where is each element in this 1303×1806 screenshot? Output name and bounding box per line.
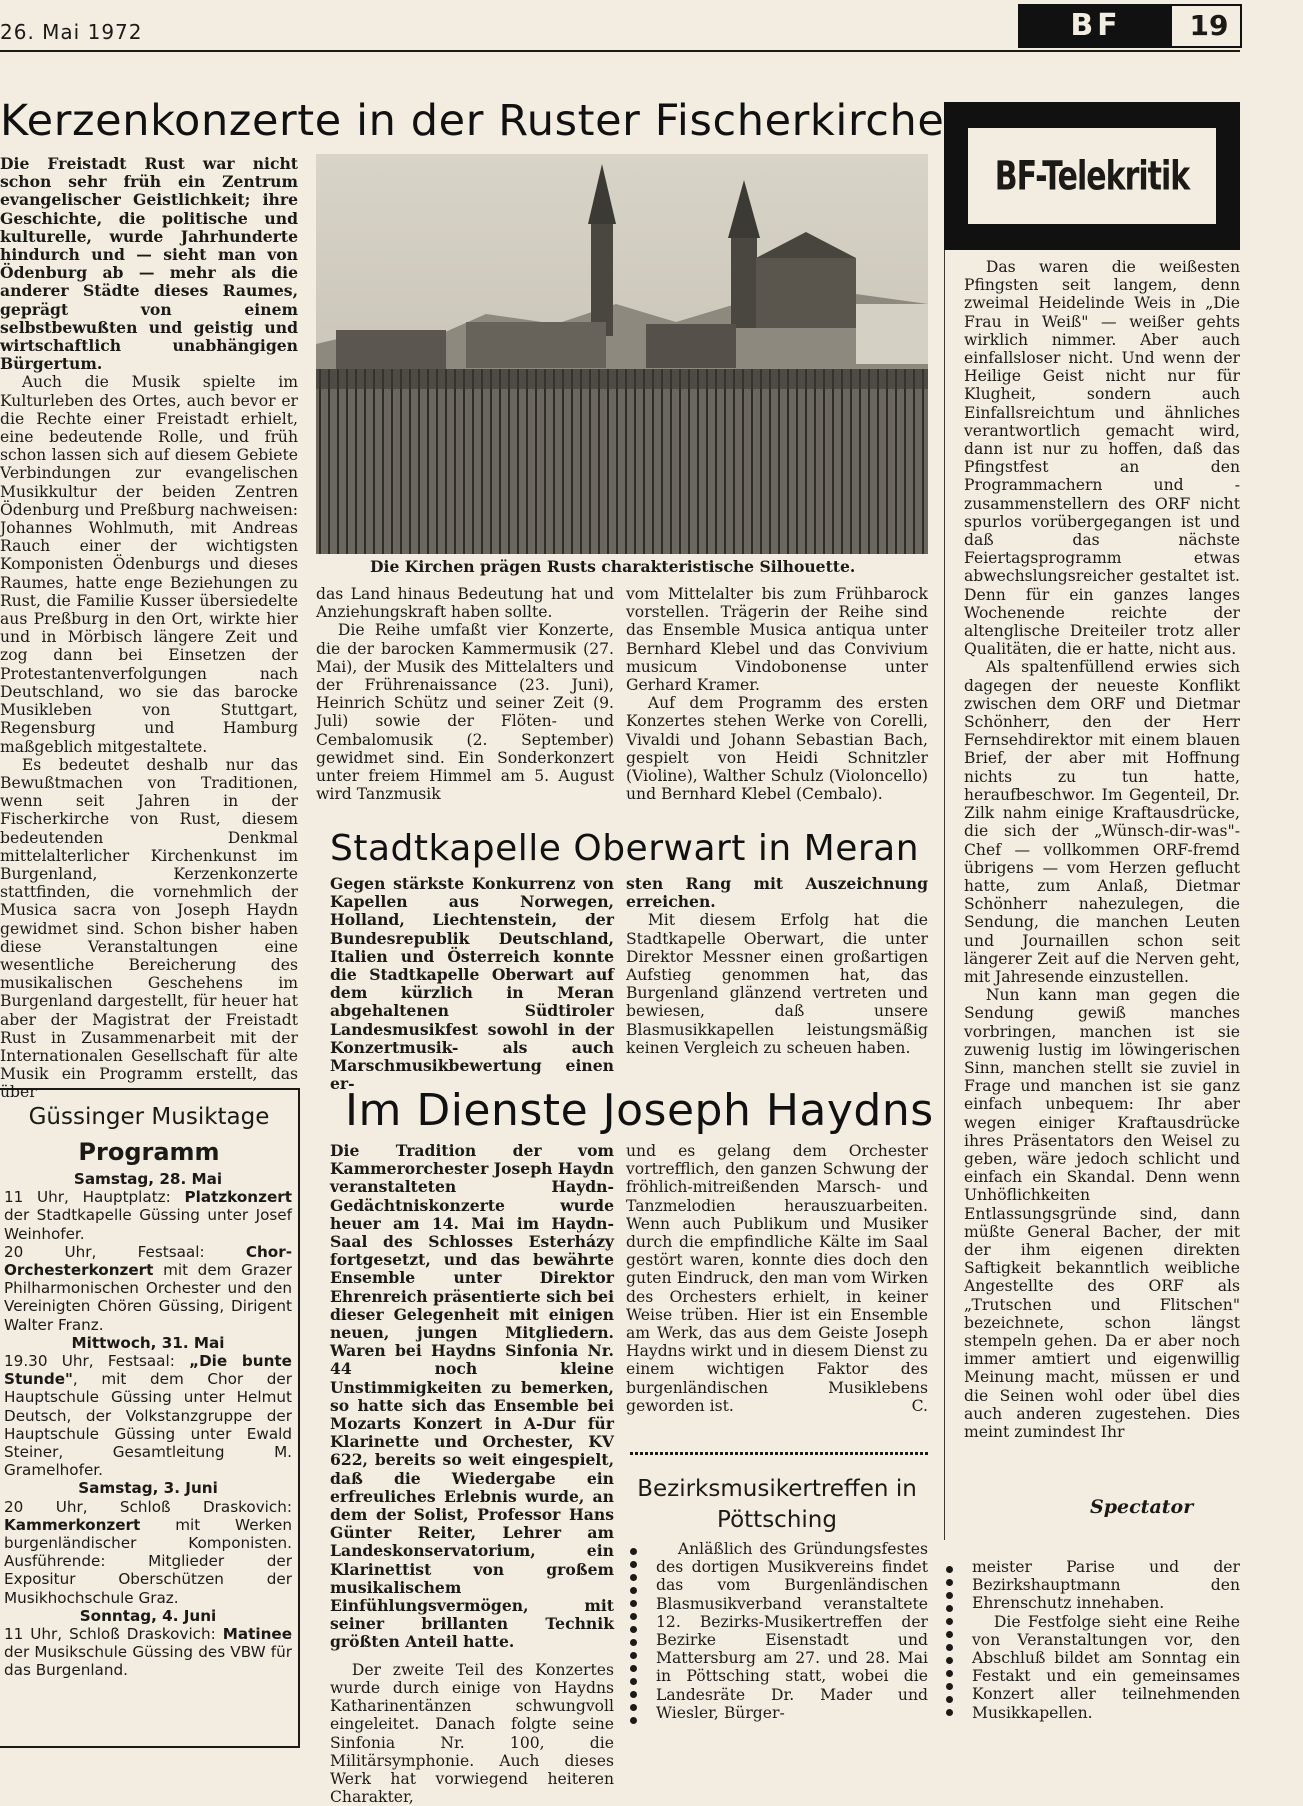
poetsching-title-line1: Bezirksmusikertreffen in [637, 1476, 917, 1502]
page-number: 19 [1189, 9, 1229, 42]
bullet-column-right [946, 1566, 954, 1722]
guessing-title: Güssinger Musiktage [28, 1104, 270, 1130]
poetsching-paragraph: Die Festfolge sieht eine Reihe von Veranstaltungen vor, den Abschluß bildet am Sonntag ein Festakt und ein gemeinsames Konzert aller teilnehmenden Musikkapellen. [972, 1612, 1240, 1722]
haydn-paragraph: Der zweite Teil des Konzertes wurde durch einige von Haydns Katharinentänzen schwungvoll eingeleitet. Danach folgte seine Sinfonia Nr. 100, die Militärsymphonie. Auch dieses Werk hat vorwiegend heiteren Charakter, [330, 1660, 614, 1806]
oberwart-paragraph: Mit diesem Erfolg hat die Stadtkapelle Oberwart, die unter Direktor Messner einen großartigen Aufstieg genommen hat, das Burgenland glänzend vertreten und bewiesen, daß unsere Blasmusikkapellen leistungsmäßig keinen Vergleich zu scheuen haben. [626, 911, 928, 1057]
program-entry: 11 Uhr, Schloß Draskovich: Matinee der Musikschule Güssing des VBW für das Burgenland. [4, 1625, 292, 1680]
oberwart-col2 [626, 875, 928, 1075]
haydn-col2 [626, 1142, 928, 1432]
program-day: Sonntag, 4. Juni [79, 1606, 217, 1625]
program-day: Samstag, 28. Mai [73, 1170, 223, 1188]
main-article-lead: Die Freistadt Rust war nicht schon sehr früh ein Zentrum evangelischer Geistlichkeit; ihre Geschichte, die politische und kulturelle, wurde Jahrhunderte hindurch und — sieht man von Ödenburg ab — mehr als die anderer Städte dieses Raumes, geprägt von einem selbstbewußten und geistig und wirtschaftlich unabhängigen Bürgertum. [0, 154, 298, 374]
program-day: Samstag, 3. Juni [78, 1479, 218, 1498]
badge-bf: BF [1020, 6, 1172, 46]
header-rule [0, 50, 1240, 52]
main-article-title: Kerzenkonzerte in der Ruster Fischerkirche [0, 96, 945, 146]
main-article-col2 [316, 585, 614, 821]
main-article-paragraph: Auch die Musik spielte im Kulturleben des Ortes, auch bevor er die Rechte einer Freistadt erhielt, eine bedeutende Rolle, und früh schon lassen sich auf diesem Gebiete Verbindungen zur evangelischen Musikkultur der beiden Zentren Ödenburg und Preßburg nachweisen: Johannes Wohlmuth, mit Andreas Rauch einer der wichtigsten Komponisten Ödenburgs und dieses Raumes, hatte enge Beziehungen zu Rust, die Familie Kusser übersiedelte aus Preßburg in den Ort, wirkte hier und in Mörbisch längere Zeit und zog dann bei Einsetzen der Protestantenverfolgungen nach Deutschland, wo sie das barocke Musikleben von Stuttgart, Regensburg und Hamburg maßgeblich mitgestaltete. [0, 373, 298, 756]
main-article-col1 [0, 154, 298, 1102]
bullet-column-left [630, 1548, 638, 1730]
main-article-paragraph: Es bedeutet deshalb nur das Bewußtmachen von Traditionen, wenn seit Jahren in der Fischerkirche von Rust, diesem bedeutenden Denkmal mittelalterlicher Kirchenkunst im Burgenland, Kerzenkonzerte stattfinden, die vornehmlich der Musica sacra von Joseph Haydn gewidmet sind. Schon bisher haben diese Veranstaltungen eine wesentliche Bereicherung des musikalischen Geschehens im Burgenland dargestellt, für heuer hat aber der Magistrat der Freistadt Rust in Zusammenarbeit mit der Internationalen Gesellschaft für alte Musik ein Programm erstellt, das über [0, 755, 298, 1102]
telekritik-paragraph: Als spaltenfüllend erwies sich dagegen der neueste Konflikt zwischen dem ORF und Dietmar Schönherr, den der Herr Fernsehdirektor mit einem blauen Brief, der aber mit Hoffnung nichts zu tun hatte, heraufbeschwor. Im Gegenteil, Dr. Zilk nahm einige Kraftausdrücke, die sich der „Wünsch-dir-was"-Chef — vollkommen ORF-fremd übrigens — vom Herzen geflucht hatte, zum Anlaß, Dietmar Schönherr nahezulegen, die Sendung, die manchen Leuten und Journaillen schon seit längerer Zeit auf die Nerven geht, mit Jahresende einzustellen. [964, 658, 1240, 986]
telekritik-paragraph: Das waren die weißesten Pfingsten seit langem, denn zweimal Heidelinde Weis in „Die Frau in Weiß" — weißer gehts wirklich nimmer. Aber auch einfallsloser nicht. Und wenn der Heilige Geist nicht nur für Klugheit, sondern auch Einfallsreichtum und ähnliches verantwortlich gemacht wird, dann ist nur zu hoffen, daß das Pfingstfest an den Programmachern und -zusammenstellern des ORF nicht spurlos vorübergegangen ist und daß das nächste Feiertagsprogramm etwas abwechslungsreicher gestaltet ist. Denn für ein ganzes langes Wochenende reichte der altenglische Dreiteiler trotz aller Qualitäten, die er hatte, nicht aus. [964, 258, 1240, 659]
guessing-program [0, 1166, 298, 1680]
oberwart-title: Stadtkapelle Oberwart in Meran [330, 828, 920, 869]
main-article-col3 [626, 585, 928, 821]
main-article-paragraph: das Land hinaus Bedeutung hat und Anziehungskraft haben sollte. [316, 585, 614, 622]
telekritik-left-rule [944, 250, 945, 1540]
haydn-col1 [330, 1141, 614, 1806]
guessing-subtitle: Programm [78, 1138, 220, 1166]
telekritik-signature: Spectator [1090, 1496, 1194, 1518]
poetsching-paragraph: Anläßlich des Gründungsfestes des dortigen Musikvereins findet das vom Burgenländischen Blasmusikverband veranstaltete 12. Bezirks-Musikertreffen der Bezirke Eisenstadt und Mattersburg am 27. und 28. Mai in Pöttsching statt, wobei die Landesräte Dr. Mader und Wiesler, Bürger- [656, 1540, 928, 1722]
main-article-paragraph: vom Mittelalter bis zum Frühbarock vorstellen. Trägerin der Reihe sind das Ensemble Musica antiqua unter Bernhard Klebel und das Convivium musicum Vindobonense unter Gerhard Kramer. [626, 585, 928, 695]
haydn-lead: Die Tradition der vom Kammerorchester Joseph Haydn veranstalteten Haydn-Gedächtniskonzerte wurde heuer am 14. Mai im Haydn-Saal des Schlosses Esterházy fortgesetzt, und das bewährte Ensemble unter Direktor Ehrenreich präsentierte sich bei dieser Gelegenheit mit einigen neuen, jungen Mitgliedern. Waren bei Haydns Sinfonia Nr. 44 noch kleine Unstimmigkeiten zu bemerken, so hatte sich das Ensemble bei Mozarts Konzert in A-Dur für Klarinette und Orchester, KV 622, bereits so weit eingespielt, daß die Wiedergabe ein erfreuliches Erlebnis wurde, an dem der Solist, Professor Hans Günter Reiter, Lehrer am Landeskonservatorium, ein Klarinettist von großem musikalischem Einfühlungsvermögen, mit seiner brillanten Technik größten Anteil hatte. [330, 1141, 614, 1652]
oberwart-col1 [330, 874, 614, 1094]
poetsching-col2 [972, 1558, 1240, 1738]
poetsching-paragraph: meister Parise und der Bezirkshauptmann den Ehrenschutz innehaben. [972, 1558, 1240, 1613]
program-entry: 20 Uhr, Schloß Draskovich: Kammerkonzert mit Werken burgenländischer Komponisten. Ausführende: Mitglieder der Expositur Oberschützen der Musikhochschule Graz. [4, 1497, 292, 1607]
haydn-paragraph: und es gelang dem Orchester vortrefflich, den ganzen Schwung der fröhlich-mitreißenden Marsch- und Tanzmelodien herauszuarbeiten. Wenn auch Publikum und Musiker durch die empfindliche Kälte im Saal gestört waren, konnte dies doch den guten Eindruck, den man vom Wirken des Orchesters erhielt, in keiner Weise trüben. Hier ist ein Ensemble am Werk, das aus dem Geiste Joseph Haydns wirkt und in diesem Dienst zu einem wichtigen Faktor des burgenländischen Musiklebens geworden ist. [626, 1142, 928, 1415]
poetsching-title-line2: Pöttsching [717, 1507, 837, 1533]
church-silhouette-image [316, 154, 928, 554]
oberwart-lead: Gegen stärkste Konkurrenz von Kapellen aus Norwegen, Holland, Liechtenstein, der Bundesrepublik Deutschland, Italien und Österreich konnte die Stadtkapelle Oberwart auf dem kürzlich in Meran abgehaltenen Südtiroler Landesmusikfest sowohl in der Konzertmusik- als auch Marschmusikbewertung einen er- [330, 874, 614, 1094]
telekritik-title-panel [968, 128, 1216, 224]
photo-caption: Die Kirchen prägen Rusts charakteristische Silhouette. [370, 557, 856, 576]
issue-date: 26. Mai 1972 [0, 20, 143, 44]
church-photo [316, 154, 928, 554]
program-entry: 11 Uhr, Hauptplatz: Platzkonzert der Stadtkapelle Güssing unter Josef Weinhofer. [4, 1188, 292, 1243]
telekritik-column [964, 258, 1240, 1533]
header-badge-box [1018, 4, 1242, 48]
wavy-separator [630, 1452, 930, 1455]
poetsching-title [626, 1474, 928, 1536]
haydn-signature: C. [911, 1397, 928, 1416]
program-entry: 20 Uhr, Festsaal: Chor-Orchesterkonzert mit dem Grazer Philharmonischen Orchester und den Vereinigten Chören Güssing, Dirigent Walter Franz. [4, 1242, 292, 1334]
poetsching-col1 [656, 1540, 928, 1730]
telekritik-paragraph: Nun kann man gegen die Sendung gewiß manches vorbringen, manchen ist sie zuwenig lustig im löwingerischen Sinn, manchen stellt sie zuviel in Frage und manchen ist sie ganz einfach unbequem: Ihr aber wegen einiger Kraftausdrücke ihres Präsentators den Weisel zu geben, wäre jedoch schlicht und einfach ein Skandal. Denn wenn Unhöflichkeiten Entlassungsgründe sind, dann müßte General Bacher, der mit der ihm eigenen direkten Saftigkeit bekanntlich weibliche Angestellte des ORF als „Trutschen und Flitschen" bezeichnete, schon längst stempeln gehen. Da er aber noch immer amtiert und eigenwillig Meinung macht, müssen er und die Seinen wohl oder übel dies auch anderen zugestehen. Dies meint zumindest Ihr [964, 986, 1240, 1441]
telekritik-header-box [944, 102, 1240, 250]
telekritik-title: BF-Telekritik [994, 152, 1190, 200]
guessing-box [0, 1088, 300, 1748]
haydn-title: Im Dienste Joseph Haydns [345, 1085, 934, 1136]
main-article-paragraph: Die Reihe umfaßt vier Konzerte, die der barocken Kammermusik (27. Mai), der Musik des Mittelalters und der Frührenaissance (23. Juni), Heinrich Schütz und seiner Zeit (9. Juli) sowie der Flöten- und Cembalomusik (2. September) gewidmet sind. Ein Sonderkonzert unter freiem Himmel am 5. August wird Tanzmusik [316, 621, 614, 804]
oberwart-lead-continued: sten Rang mit Auszeichnung erreichen. [626, 874, 928, 912]
program-day: Mittwoch, 31. Mai [71, 1333, 225, 1352]
program-entry: 19.30 Uhr, Festsaal: „Die bunte Stunde", mit dem Chor der Hauptschule Güssing unter Helmut Deutsch, der Volkstanzgruppe der Hauptschule Güssing unter Ewald Steiner, Gesamtleitung M. Gramelhofer. [4, 1352, 292, 1480]
main-article-paragraph: Auf dem Programm des ersten Konzertes stehen Werke von Corelli, Vivaldi und Johann Sebastian Bach, gespielt von Heidi Schnitzler (Violine), Walther Schulz (Violoncello) und Bernhard Klebel (Cembalo). [626, 694, 928, 804]
